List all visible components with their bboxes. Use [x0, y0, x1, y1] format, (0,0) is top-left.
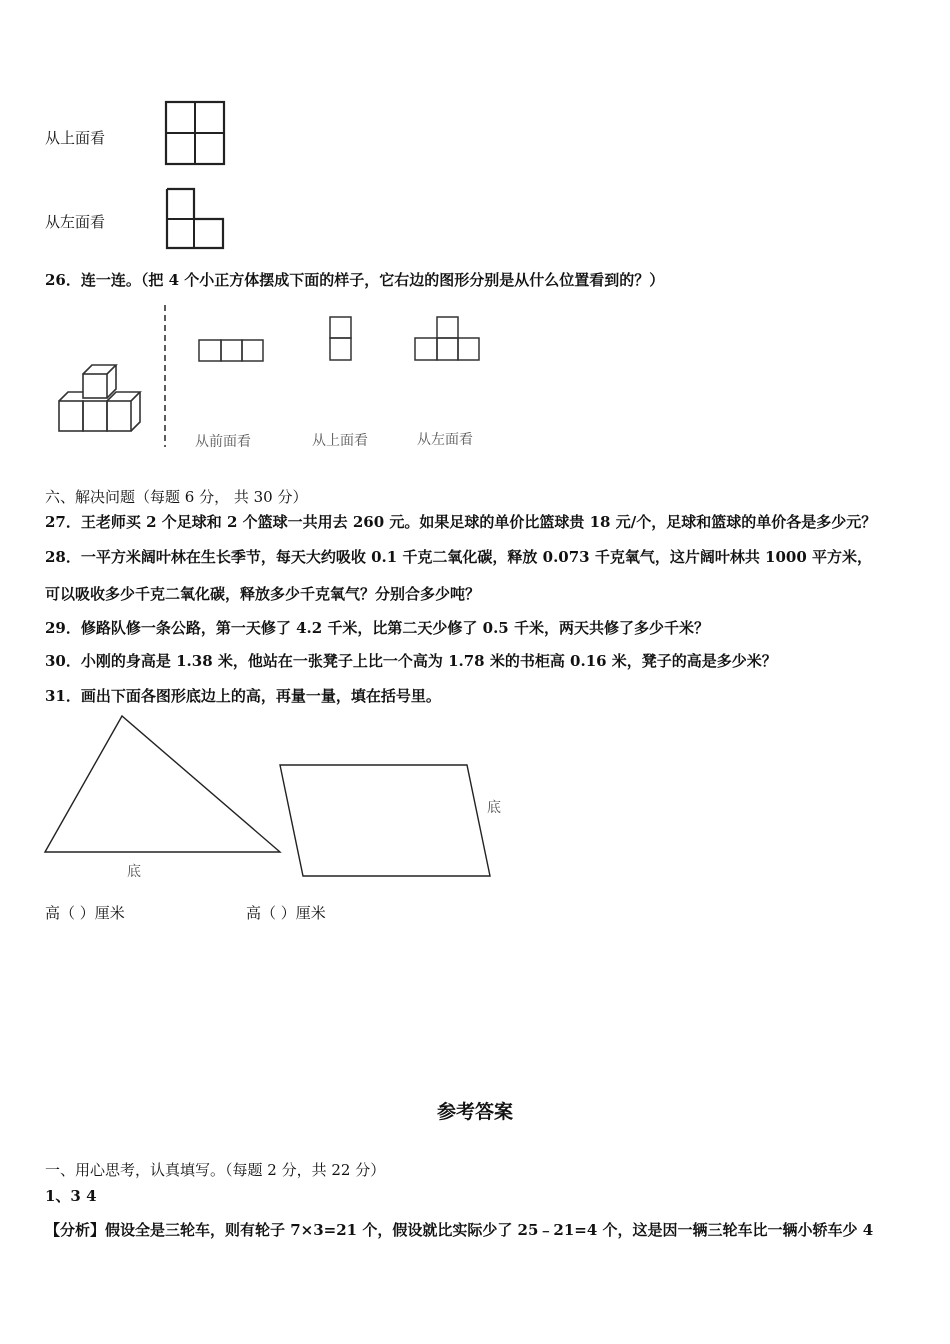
question-30: 30．小刚的身高是 1.38 米，他站在一张凳子上比一个高为 1.78 米的书柜高 0.16 米，凳子的高是多少米？: [45, 652, 777, 670]
parallelogram-height-blank: 高（ ）厘米: [246, 904, 326, 922]
answers-section-1-heading: 一、用心思考，认真填写。（每题 2 分，共 22 分）: [45, 1161, 386, 1179]
answer-1: 1、3 4: [45, 1187, 97, 1205]
left-view-figure: [164, 186, 226, 252]
question-28-line-1: 28．一平方米阔叶林在生长季节，每天大约吸收 0.1 千克二氧化碳，释放 0.073 千克氧气，这片阔叶林共 1000 平方米，: [45, 548, 873, 566]
question-29: 29．修路队修一条公路，第一天修了 4.2 千米，比第二天少修了 0.5 千米，两天共修了多少千米？: [45, 619, 709, 637]
answer-1-analysis: 【分析】假设全是三轮车，则有轮子 7×3=21 个，假设就比实际少了 25﹣21=4 个，这是因一辆三轮车比一辆小轿车少 4: [45, 1221, 874, 1239]
section-6-heading: 六、解决问题（每题 6 分， 共 30 分）: [45, 488, 308, 506]
cube-stack-figure: [50, 360, 150, 438]
question-28-line-2: 可以吸收多少千克二氧化碳，释放多少千克氧气？分别合多少吨？: [45, 585, 481, 603]
left-view-t-shape: [413, 315, 483, 363]
answers-title: 参考答案: [436, 1101, 513, 1123]
question-31: 31．画出下面各图形底边上的高，再量一量，填在括号里。: [45, 687, 441, 705]
top-view-grid-figure: [164, 100, 228, 168]
top-view-two-squares: [328, 315, 354, 363]
front-view-three-squares: [197, 338, 267, 364]
parallelogram-figure: [275, 760, 497, 882]
triangle-height-blank: 高（ ）厘米: [45, 904, 125, 922]
question-26: 26．连一连。（把 4 个小正方体摆成下面的样子，它右边的图形分别是从什么位置看到的？）: [45, 271, 665, 289]
question-27: 27．王老师买 2 个足球和 2 个篮球一共用去 260 元。如果足球的单价比篮球贵 18 元/个，足球和篮球的单价各是多少元？: [45, 513, 877, 531]
caption-front-view: 从前面看: [195, 434, 251, 450]
parallelogram-base-label: 底: [487, 800, 501, 816]
view-top-label: 从上面看: [45, 129, 106, 147]
triangle-figure: [40, 712, 285, 860]
triangle-base-label: 底: [127, 864, 141, 880]
caption-top-view: 从上面看: [312, 433, 368, 449]
caption-left-view: 从左面看: [417, 432, 473, 448]
view-left-label: 从左面看: [45, 213, 106, 231]
dashed-divider: [162, 305, 168, 447]
